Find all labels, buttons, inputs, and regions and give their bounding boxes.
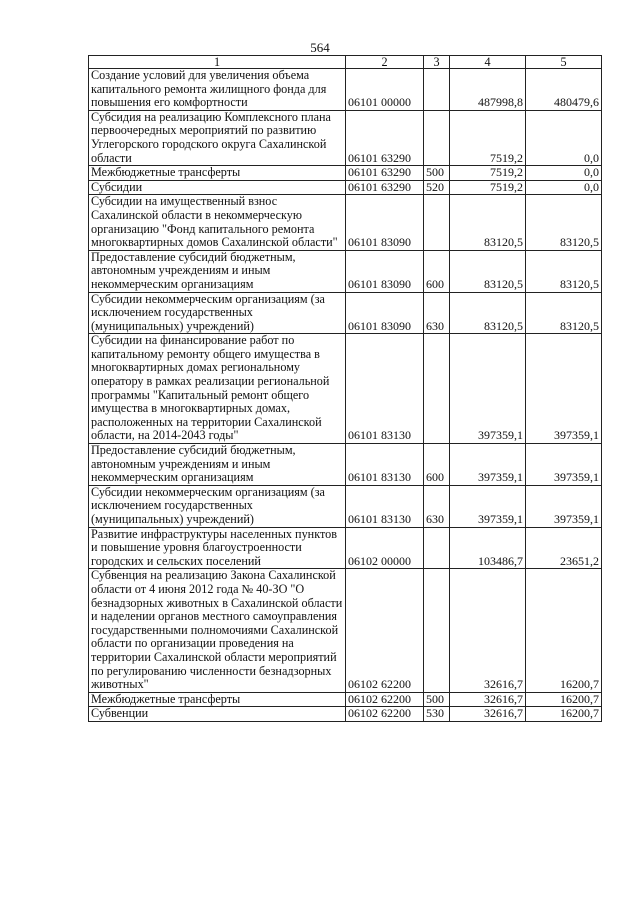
row-value-col4: 7519,2 (450, 110, 526, 165)
row-expense-kind: 520 (424, 180, 450, 195)
row-code: 06101 00000 (346, 69, 424, 111)
row-code: 06101 63290 (346, 180, 424, 195)
row-value-col5: 23651,2 (526, 527, 602, 569)
table-row (89, 110, 602, 165)
row-name: Субсидия на реализацию Комплексного плана первоочередных мероприятий по развитию Углегорского городского округа Сахалинской области (89, 110, 346, 165)
row-expense-kind (424, 195, 450, 250)
row-expense-kind: 630 (424, 292, 450, 334)
row-name: Субсидии некоммерческим организациям (за исключением государственных (муниципальных) учреждений) (89, 485, 346, 527)
row-expense-kind (424, 527, 450, 569)
row-value-col5: 16200,7 (526, 569, 602, 692)
table-row (89, 527, 602, 569)
row-value-col4: 7519,2 (450, 166, 526, 181)
column-header: 1 (89, 56, 346, 69)
table-row (89, 444, 602, 486)
row-expense-kind: 600 (424, 444, 450, 486)
row-value-col5: 480479,6 (526, 69, 602, 111)
row-expense-kind: 530 (424, 707, 450, 722)
row-value-col4: 83120,5 (450, 250, 526, 292)
row-value-col4: 83120,5 (450, 292, 526, 334)
table-row (89, 334, 602, 444)
table-row (89, 292, 602, 334)
column-header: 3 (424, 56, 450, 69)
row-code: 06101 83130 (346, 334, 424, 444)
row-value-col4: 397359,1 (450, 485, 526, 527)
row-value-col5: 397359,1 (526, 485, 602, 527)
row-value-col5: 0,0 (526, 110, 602, 165)
row-value-col5: 0,0 (526, 180, 602, 195)
table-row (89, 69, 602, 111)
table-row (89, 485, 602, 527)
row-value-col5: 16200,7 (526, 692, 602, 707)
row-value-col5: 83120,5 (526, 250, 602, 292)
row-code: 06102 62200 (346, 692, 424, 707)
row-code: 06102 00000 (346, 527, 424, 569)
row-value-col4: 103486,7 (450, 527, 526, 569)
row-expense-kind: 600 (424, 250, 450, 292)
table-row (89, 692, 602, 707)
row-code: 06101 63290 (346, 166, 424, 181)
column-number-row (89, 56, 602, 69)
row-value-col5: 0,0 (526, 166, 602, 181)
row-name: Предоставление субсидий бюджетным, автономным учреждениям и иным некоммерческим организациям (89, 250, 346, 292)
table-row (89, 707, 602, 722)
row-expense-kind (424, 334, 450, 444)
row-code: 06101 83090 (346, 292, 424, 334)
column-header: 4 (450, 56, 526, 69)
table-row (89, 180, 602, 195)
row-name: Предоставление субсидий бюджетным, автономным учреждениям и иным некоммерческим организациям (89, 444, 346, 486)
row-value-col4: 487998,8 (450, 69, 526, 111)
row-name: Межбюджетные трансферты (89, 692, 346, 707)
row-code: 06101 83090 (346, 250, 424, 292)
row-expense-kind (424, 110, 450, 165)
row-name: Субсидии на финансирование работ по капитальному ремонту общего имущества в многоквартирных домах региональному оператору в рамках реализации региональной программы "Капитальный ремонт общего имущества в многоквартирных домах, расположенных на территории Сахалинской области, на 2014-2043 годы" (89, 334, 346, 444)
row-value-col4: 32616,7 (450, 692, 526, 707)
row-code: 06102 62200 (346, 569, 424, 692)
row-expense-kind (424, 69, 450, 111)
table-row (89, 166, 602, 181)
row-value-col4: 7519,2 (450, 180, 526, 195)
row-value-col5: 16200,7 (526, 707, 602, 722)
row-expense-kind: 500 (424, 692, 450, 707)
row-name: Субвенции (89, 707, 346, 722)
table-row (89, 569, 602, 692)
row-name: Субсидии (89, 180, 346, 195)
row-expense-kind: 500 (424, 166, 450, 181)
row-code: 06101 83130 (346, 485, 424, 527)
row-code: 06101 83090 (346, 195, 424, 250)
row-value-col4: 32616,7 (450, 569, 526, 692)
row-name: Межбюджетные трансферты (89, 166, 346, 181)
budget-table (88, 55, 602, 722)
row-name: Субвенция на реализацию Закона Сахалинской области от 4 июня 2012 года № 40-ЗО "О безнадзорных животных в Сахалинской области и наделении органов местного самоуправления государственными полномочиями Сахалинской области по организации проведения на территории Сахалинской области мероприятий по регулированию численности безнадзорных животных" (89, 569, 346, 692)
row-name: Субсидии на имущественный взнос Сахалинской области в некоммерческую организацию "Фонд капитального ремонта многоквартирных домов Сахалинской области" (89, 195, 346, 250)
row-code: 06101 63290 (346, 110, 424, 165)
row-value-col5: 397359,1 (526, 334, 602, 444)
column-header: 5 (526, 56, 602, 69)
table-row (89, 250, 602, 292)
row-name: Субсидии некоммерческим организациям (за исключением государственных (муниципальных) учреждений) (89, 292, 346, 334)
row-value-col5: 83120,5 (526, 292, 602, 334)
row-value-col5: 83120,5 (526, 195, 602, 250)
row-code: 06101 83130 (346, 444, 424, 486)
page-number: 564 (310, 40, 330, 55)
row-value-col4: 397359,1 (450, 444, 526, 486)
row-name: Развитие инфраструктуры населенных пунктов и повышение уровня благоустроенности городских и сельских поселений (89, 527, 346, 569)
table-row (89, 195, 602, 250)
row-value-col4: 397359,1 (450, 334, 526, 444)
row-value-col4: 32616,7 (450, 707, 526, 722)
row-expense-kind: 630 (424, 485, 450, 527)
row-value-col4: 83120,5 (450, 195, 526, 250)
row-code: 06102 62200 (346, 707, 424, 722)
row-value-col5: 397359,1 (526, 444, 602, 486)
row-expense-kind (424, 569, 450, 692)
row-name: Создание условий для увеличения объема капитального ремонта жилищного фонда для повышения его комфортности (89, 69, 346, 111)
column-header: 2 (346, 56, 424, 69)
